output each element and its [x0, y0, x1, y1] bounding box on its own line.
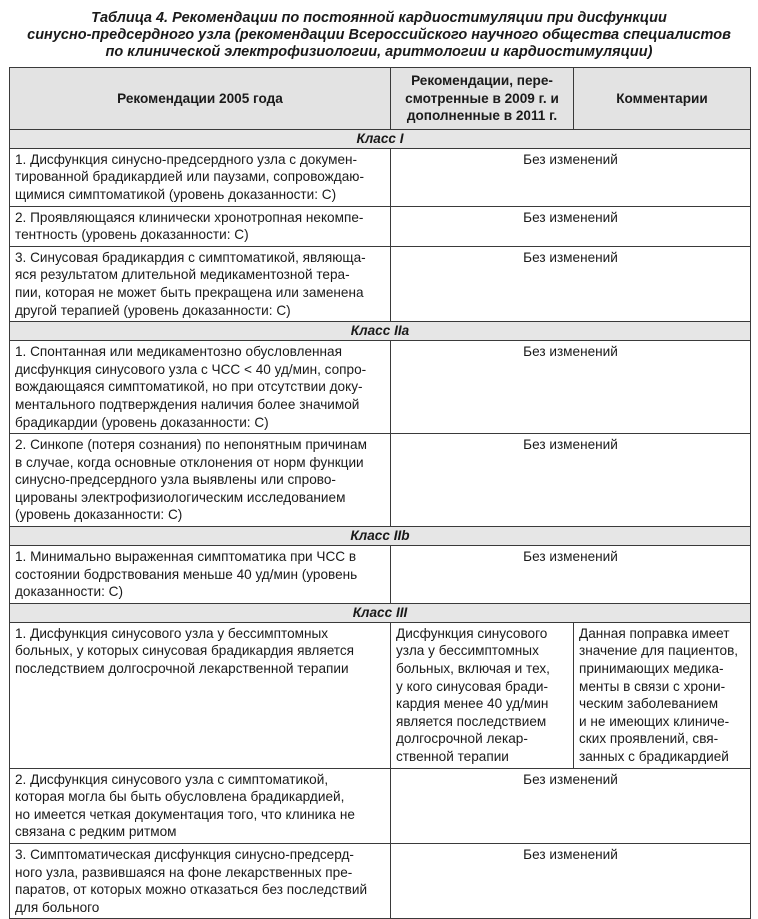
- no-change-cell: Без изменений: [391, 546, 751, 604]
- recommendation-cell: 3. Синусовая брадикардия с симптоматикой, являющa- яся результатом длительной медикаментозной тера- пии, которая не может быть прекращена или заменена другой терапией (уровень доказанности: С): [10, 246, 391, 321]
- recommendation-cell: 1. Спонтанная или медикаментозно обусловленная дисфункция синусового узла с ЧСС < 40 уд/мин, сопро- вождающаяся симптоматикой, но при отсутствии доку- ментального подтверждения наличия более значимой брадикардии (уровень доказанности: С): [10, 341, 391, 434]
- header-comments: Комментарии: [574, 68, 751, 130]
- table-row: [10, 434, 751, 527]
- recommendation-cell: 2. Синкопе (потеря сознания) по непонятным причинам в случае, когда основные отклонения от норм функции синусно-предсердного узла выявлены или спрово- цированы электрофизиологическим исследованием (уровень доказанности: С): [10, 434, 391, 527]
- table-row: [10, 148, 751, 206]
- table-header-row: [10, 68, 751, 130]
- comment-cell: Данная поправка имеет значение для пациентов, принимающих медика- менты в связи с хрони- ческим заболеванием и не имеющих клиниче- ских проявлений, свя- занных с брадикардией: [574, 622, 751, 768]
- table-row: [10, 206, 751, 246]
- table-row: [10, 768, 751, 843]
- class-row: [10, 322, 751, 341]
- caption-line: синусно-предсердного узла (рекомендации Всероссийского научного общества специалистов: [27, 27, 731, 43]
- table-row: [10, 622, 751, 768]
- recommendation-cell: 2. Проявляющаяся клинически хронотропная некомпе- тентность (уровень доказанности: С): [10, 206, 391, 246]
- table-row: [10, 341, 751, 434]
- revised-cell: Дисфункция синусового узла у бессимптомных больных, включая и тех, у кого синусовая бради- кардия менее 40 уд/мин является последствием долгосрочной лекар- ственной терапии: [391, 622, 574, 768]
- recommendation-cell: 1. Дисфункция синусового узла у бессимптомных больных, у которых синусовая брадикардия является последствием долгосрочной лекарственной терапии: [10, 622, 391, 768]
- class-label: Класс III: [10, 603, 751, 622]
- no-change-cell: Без изменений: [391, 843, 751, 918]
- class-label: Класс IIb: [10, 527, 751, 546]
- recommendation-cell: 1. Дисфункция синусно-предсердного узла с докумен- тированной брадикардией или паузами, сопровождаю- щимися симптоматикой (уровень доказанности: С): [10, 148, 391, 206]
- class-label: Класс I: [10, 129, 751, 148]
- class-row: [10, 603, 751, 622]
- no-change-cell: Без изменений: [391, 206, 751, 246]
- caption-line: Таблица 4. Рекомендации по постоянной кардиостимуляции при дисфункции: [91, 10, 667, 26]
- recommendation-cell: 3. Симптоматическая дисфункция синусно-предсерд- ного узла, развившаяся на фоне лекарственных пре- паратов, от которых можно отказаться без последствий для больного: [10, 843, 391, 918]
- no-change-cell: Без изменений: [391, 434, 751, 527]
- no-change-cell: Без изменений: [391, 341, 751, 434]
- table-row: [10, 843, 751, 918]
- recommendation-cell: 2. Дисфункция синусового узла с симптоматикой, которая могла бы быть обусловлена брадикардией, но имеется четкая документация того, что клиника не связана с редким ритмом: [10, 768, 391, 843]
- table-caption: [14, 10, 744, 61]
- class-row: [10, 527, 751, 546]
- recommendations-table: [9, 67, 751, 919]
- table-row: [10, 546, 751, 604]
- no-change-cell: Без изменений: [391, 768, 751, 843]
- no-change-cell: Без изменений: [391, 148, 751, 206]
- class-row: [10, 129, 751, 148]
- recommendation-cell: 1. Минимально выраженная симптоматика при ЧСС в состоянии бодрствования меньше 40 уд/мин (уровень доказанности: С): [10, 546, 391, 604]
- header-revised: Рекомендации, пере- смотренные в 2009 г. и дополненные в 2011 г.: [391, 68, 574, 130]
- table-row: [10, 246, 751, 321]
- header-2005: Рекомендации 2005 года: [10, 68, 391, 130]
- caption-line: по клинической электрофизиологии, аритмологии и кардиостимуляции): [105, 44, 653, 60]
- class-label: Класс IIa: [10, 322, 751, 341]
- no-change-cell: Без изменений: [391, 246, 751, 321]
